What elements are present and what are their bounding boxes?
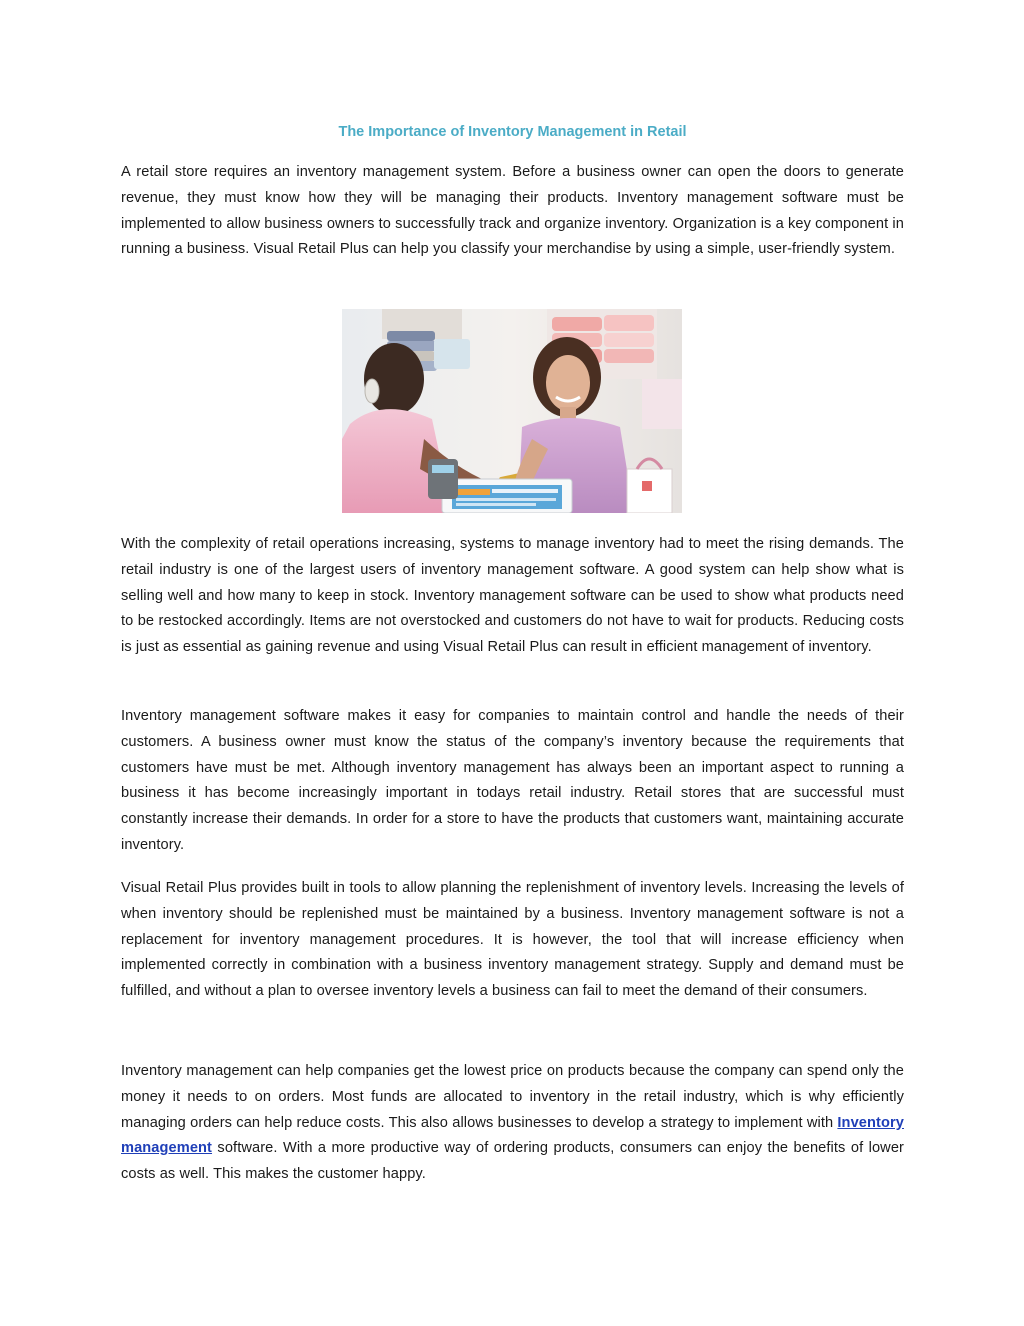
inventory-management-link[interactable]: Inventory management [121, 1114, 904, 1157]
document-title: The Importance of Inventory Management in Retail [338, 124, 687, 140]
paragraph-3: Inventory management software makes it easy for companies to maintain control and handle the needs of their customers. A business owner must know the status of the company’s inventory because the requirements that customers have must be met. Although inventory management has always been an important aspect to running a business it has become increasingly important in todays retail industry. Retail stores that are successful must constantly increase their demands. In order for a store to have the products that customers want, maintaining accurate inventory. [121, 708, 904, 853]
paragraph-5-text-after-link: software. With a more productive way of ordering products, consumers can enjoy the benefits of lower costs as well. This makes the customer happy. [121, 1140, 904, 1183]
paragraph-5-text-before-link: Inventory management can help companies get the lowest price on products because the company can spend only the money it needs to on orders. Most funds are allocated to inventory in the retail industry, which is why efficiently managing orders can help reduce costs. This also allows businesses to develop a strategy to implement with [121, 1063, 904, 1131]
paragraph-4: Visual Retail Plus provides built in tools to allow planning the replenishment of inventory levels. Increasing the levels of when inventory should be replenished must be maintained by a business. Inventory management software is not a replacement for inventory management procedures. It is however, the tool that will increase efficiency when implemented correctly in combination with a business inventory management strategy. Supply and demand must be fulfilled, and without a plan to oversee inventory levels a business can fail to meet the demand of their consumers. [121, 880, 904, 1000]
document-page [121, 0, 904, 1326]
paragraph-1: A retail store requires an inventory management system. Before a business owner can open the doors to generate revenue, they must know how they will be managing their products. Inventory management software must be implemented to allow business owners to successfully track and organize inventory. Organization is a key component in running a business. Visual Retail Plus can help you classify your merchandise by using a simple, user-friendly system. [121, 164, 904, 258]
paragraph-2: With the complexity of retail operations increasing, systems to manage inventory had to meet the rising demands. The retail industry is one of the largest users of inventory management software. A good system can help show what is selling well and how many to keep in stock. Inventory management software can be used to show what products need to be restocked accordingly. Items are not overstocked and customers do not have to wait for products. Reducing costs is just as essential as gaining revenue and using Visual Retail Plus can result in efficient management of inventory. [121, 536, 904, 656]
retail-checkout-photo [342, 309, 682, 513]
paragraph-5 [121, 1059, 904, 1188]
